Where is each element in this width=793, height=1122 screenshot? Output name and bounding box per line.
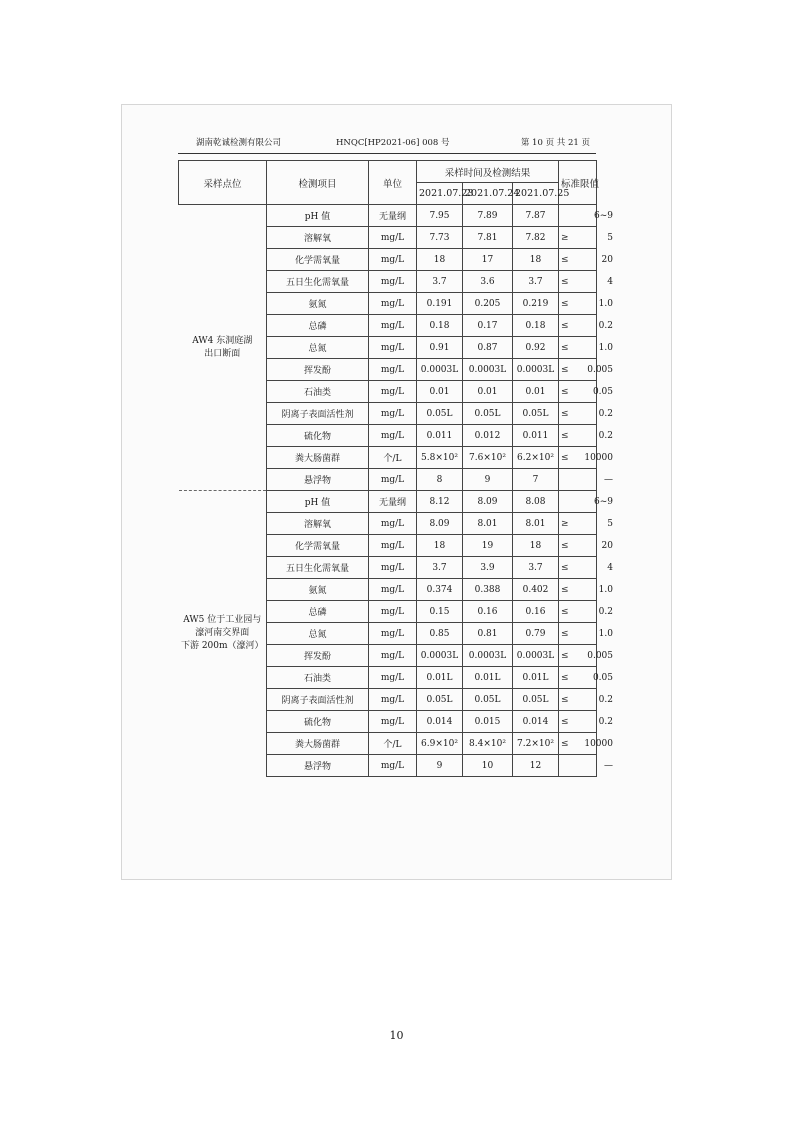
result-cell: 6.9×10² [417,733,463,755]
col-results-group: 采样时间及检测结果 [417,161,559,183]
limit-symbol: ≤ [561,650,569,661]
result-cell: 0.0003L [513,645,559,667]
result-cell: 0.01 [513,381,559,403]
unit-cell: mg/L [369,689,417,711]
result-cell: 7.87 [513,205,559,227]
limit-value: 1.0 [598,584,613,595]
limit-value: 5 [607,518,613,529]
limit-value: 1.0 [598,628,613,639]
limit-value: — [604,760,613,771]
limit-value: 0.2 [598,320,613,331]
result-cell: 0.87 [463,337,513,359]
limit-value: 1.0 [598,342,613,353]
limit-value: 4 [607,562,613,573]
limit-symbol: ≤ [561,408,569,419]
result-cell: 0.014 [417,711,463,733]
col-standard: 标准限值 [559,161,597,205]
report-number: HNQC[HP2021-06] 008 号 [336,138,450,148]
unit-cell: mg/L [369,667,417,689]
result-cell: 0.012 [463,425,513,447]
unit-cell: 无量纲 [369,491,417,513]
result-cell: 7 [513,469,559,491]
limit-symbol: ≤ [561,386,569,397]
item-cell: 化学需氧量 [267,249,369,271]
limit-value: 6~9 [594,496,613,507]
result-cell: 18 [513,249,559,271]
result-cell: 0.16 [513,601,559,623]
result-cell: 0.01L [513,667,559,689]
standard-cell [559,271,613,293]
limit-symbol: ≤ [561,364,569,375]
result-cell: 0.0003L [463,359,513,381]
table-row [179,205,597,227]
item-cell: 挥发酚 [267,359,369,381]
result-cell: 0.16 [463,601,513,623]
result-cell: 19 [463,535,513,557]
limit-value: 0.2 [598,430,613,441]
result-cell: 0.01L [417,667,463,689]
item-cell: 粪大肠菌群 [267,447,369,469]
limit-value: 0.05 [592,386,613,397]
item-cell: 总氮 [267,337,369,359]
result-cell: 0.0003L [513,359,559,381]
table-row [179,491,597,513]
standard-cell [559,359,613,381]
result-cell: 17 [463,249,513,271]
standard-cell [559,403,613,425]
standard-cell [559,205,613,227]
item-cell: 总氮 [267,623,369,645]
limit-value: 20 [601,540,613,551]
limit-symbol: ≥ [561,232,569,243]
limit-symbol: ≤ [561,452,569,463]
item-cell: 悬浮物 [267,755,369,777]
unit-cell: mg/L [369,513,417,535]
standard-cell [559,623,613,645]
result-cell: 0.92 [513,337,559,359]
result-cell: 0.05L [463,689,513,711]
result-cell: 7.82 [513,227,559,249]
standard-cell [559,645,613,667]
result-cell: 8.12 [417,491,463,513]
limit-value: 20 [601,254,613,265]
unit-cell: mg/L [369,315,417,337]
result-cell: 8.4×10² [463,733,513,755]
unit-cell: mg/L [369,623,417,645]
result-cell: 0.81 [463,623,513,645]
standard-cell [559,249,613,271]
limit-symbol: ≤ [561,342,569,353]
result-cell: 8 [417,469,463,491]
table-header-row [179,161,597,183]
unit-cell: mg/L [369,425,417,447]
item-cell: 氨氮 [267,579,369,601]
result-cell: 3.6 [463,271,513,293]
unit-cell: 无量纲 [369,205,417,227]
limit-value: 0.2 [598,716,613,727]
result-cell: 8.09 [417,513,463,535]
item-cell: 总磷 [267,601,369,623]
standard-cell [559,293,613,315]
result-cell: 0.01L [463,667,513,689]
result-cell: 0.17 [463,315,513,337]
result-cell: 0.191 [417,293,463,315]
result-cell: 10 [463,755,513,777]
company-name: 湖南乾诚检测有限公司 [196,138,282,148]
result-cell: 8.09 [463,491,513,513]
unit-cell: mg/L [369,337,417,359]
limit-value: 10000 [584,452,613,463]
limit-value: 0.2 [598,694,613,705]
result-cell: 0.014 [513,711,559,733]
unit-cell: mg/L [369,271,417,293]
page-info: 第 10 页 共 21 页 [520,138,590,148]
result-cell: 9 [417,755,463,777]
unit-cell: mg/L [369,403,417,425]
result-cell: 0.011 [417,425,463,447]
item-cell: 硫化物 [267,425,369,447]
result-cell: 0.05L [417,403,463,425]
result-cell: 8.01 [513,513,559,535]
result-cell: 8.01 [463,513,513,535]
item-cell: 溶解氧 [267,227,369,249]
result-cell: 0.205 [463,293,513,315]
item-cell: 氨氮 [267,293,369,315]
item-cell: 溶解氧 [267,513,369,535]
result-cell: 3.7 [417,271,463,293]
result-cell: 0.18 [417,315,463,337]
limit-value: — [604,474,613,485]
limit-value: 0.2 [598,408,613,419]
result-cell: 0.15 [417,601,463,623]
result-cell: 7.81 [463,227,513,249]
result-cell: 5.8×10² [417,447,463,469]
result-cell: 0.0003L [417,359,463,381]
col-unit: 单位 [369,161,417,205]
limit-symbol: ≤ [561,562,569,573]
result-cell: 0.79 [513,623,559,645]
unit-cell: mg/L [369,579,417,601]
limit-symbol: ≤ [561,716,569,727]
result-cell: 8.08 [513,491,559,513]
result-cell: 0.05L [417,689,463,711]
limit-symbol: ≤ [561,738,569,749]
page-header [196,136,590,150]
col-site: 采样点位 [179,161,267,205]
standard-cell [559,315,613,337]
site-cell [179,205,267,491]
unit-cell: 个/L [369,447,417,469]
standard-cell [559,755,613,777]
standard-cell [559,513,613,535]
result-cell: 0.91 [417,337,463,359]
result-cell: 3.7 [417,557,463,579]
result-cell: 0.05L [513,689,559,711]
result-cell: 18 [513,535,559,557]
standard-cell [559,711,613,733]
result-cell: 0.18 [513,315,559,337]
limit-symbol: ≤ [561,584,569,595]
result-cell: 3.7 [513,271,559,293]
result-cell: 0.0003L [463,645,513,667]
standard-cell [559,535,613,557]
limit-symbol: ≤ [561,628,569,639]
col-date-3: 2021.07.25 [513,183,559,205]
page-number: 10 [389,1029,404,1042]
item-cell: 阴离子表面活性剂 [267,403,369,425]
result-cell: 0.01 [417,381,463,403]
col-item: 检测项目 [267,161,369,205]
standard-cell [559,557,613,579]
result-cell: 0.402 [513,579,559,601]
limit-symbol: ≤ [561,276,569,287]
result-cell: 6.2×10² [513,447,559,469]
site-cell [179,491,267,777]
standard-cell [559,337,613,359]
result-cell: 7.73 [417,227,463,249]
limit-value: 6~9 [594,210,613,221]
result-cell: 3.7 [513,557,559,579]
limit-value: 0.2 [598,606,613,617]
unit-cell: mg/L [369,381,417,403]
table-body [179,205,613,777]
standard-cell [559,601,613,623]
result-cell: 18 [417,249,463,271]
limit-symbol: ≤ [561,430,569,441]
item-cell: 悬浮物 [267,469,369,491]
result-cell: 7.2×10² [513,733,559,755]
limit-value: 0.005 [587,364,613,375]
col-date-1: 2021.07.23 [417,183,463,205]
item-cell: 化学需氧量 [267,535,369,557]
result-cell: 7.6×10² [463,447,513,469]
result-cell: 3.9 [463,557,513,579]
unit-cell: mg/L [369,645,417,667]
result-cell: 0.388 [463,579,513,601]
standard-cell [559,447,613,469]
result-cell: 0.01 [463,381,513,403]
unit-cell: mg/L [369,711,417,733]
results-table [178,160,613,777]
standard-cell [559,579,613,601]
standard-cell [559,733,613,755]
result-cell: 0.015 [463,711,513,733]
item-cell: 阴离子表面活性剂 [267,689,369,711]
limit-symbol: ≤ [561,540,569,551]
result-cell: 0.0003L [417,645,463,667]
unit-cell: mg/L [369,469,417,491]
result-cell: 0.85 [417,623,463,645]
result-cell: 0.219 [513,293,559,315]
site-label: AW4 东洞庭湖 出口断面 [192,335,253,359]
item-cell: 石油类 [267,381,369,403]
limit-value: 1.0 [598,298,613,309]
unit-cell: mg/L [369,557,417,579]
standard-cell [559,469,613,491]
result-cell: 18 [417,535,463,557]
result-cell: 7.89 [463,205,513,227]
limit-value: 5 [607,232,613,243]
unit-cell: mg/L [369,359,417,381]
item-cell: 石油类 [267,667,369,689]
standard-cell [559,491,613,513]
limit-symbol: ≤ [561,672,569,683]
limit-symbol: ≥ [561,518,569,529]
item-cell: 粪大肠菌群 [267,733,369,755]
unit-cell: mg/L [369,601,417,623]
item-cell: 五日生化需氧量 [267,557,369,579]
result-cell: 0.011 [513,425,559,447]
unit-cell: 个/L [369,733,417,755]
limit-value: 10000 [584,738,613,749]
header-divider [178,153,596,154]
standard-cell [559,227,613,249]
result-cell: 12 [513,755,559,777]
limit-symbol: ≤ [561,254,569,265]
limit-symbol: ≤ [561,320,569,331]
standard-cell [559,425,613,447]
item-cell: 硫化物 [267,711,369,733]
result-cell: 7.95 [417,205,463,227]
limit-value: 0.005 [587,650,613,661]
unit-cell: mg/L [369,755,417,777]
limit-value: 4 [607,276,613,287]
item-cell: pH 值 [267,205,369,227]
limit-symbol: ≤ [561,606,569,617]
limit-symbol: ≤ [561,694,569,705]
item-cell: 总磷 [267,315,369,337]
col-date-2: 2021.07.24 [463,183,513,205]
site-label: AW5 位于工业园与 濠河南交界面 下游 200m（濠河） [180,615,264,652]
result-cell: 0.05L [513,403,559,425]
standard-cell [559,667,613,689]
standard-cell [559,381,613,403]
result-cell: 9 [463,469,513,491]
result-cell: 0.05L [463,403,513,425]
limit-value: 0.05 [592,672,613,683]
unit-cell: mg/L [369,249,417,271]
item-cell: 五日生化需氧量 [267,271,369,293]
standard-cell [559,689,613,711]
limit-symbol: ≤ [561,298,569,309]
result-cell: 0.374 [417,579,463,601]
unit-cell: mg/L [369,227,417,249]
unit-cell: mg/L [369,293,417,315]
item-cell: pH 值 [267,491,369,513]
item-cell: 挥发酚 [267,645,369,667]
unit-cell: mg/L [369,535,417,557]
